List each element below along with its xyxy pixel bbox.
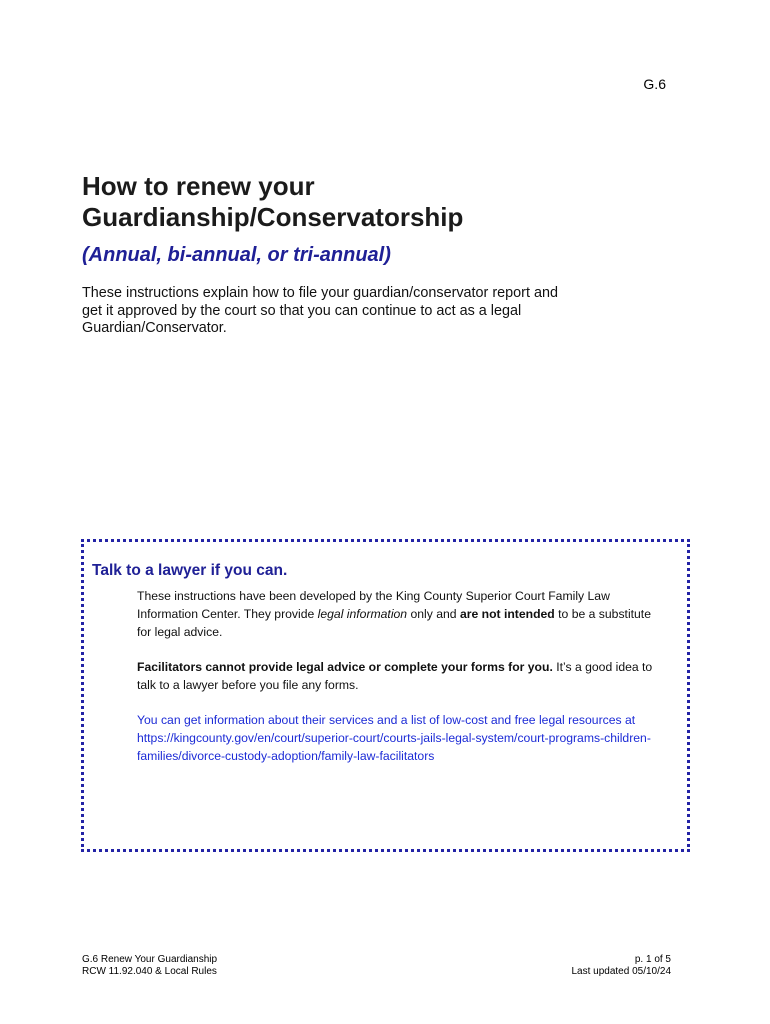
page-title-line-2: Guardianship/Conservatorship bbox=[82, 202, 464, 232]
legal-information-emphasis: legal information bbox=[317, 607, 408, 621]
form-code: G.6 bbox=[643, 76, 666, 92]
page-subtitle: (Annual, bi-annual, or tri-annual) bbox=[82, 244, 391, 266]
facilitators-link[interactable]: https://kingcounty.gov/en/court/superior-court/courts-jails-legal-system/court-programs-children-families/divorce-custody-adoption/family-law-facilitators bbox=[137, 731, 651, 763]
footer-rcw-reference: RCW 11.92.040 & Local Rules bbox=[82, 966, 217, 977]
resources-text: You can get information about their services and a list of low-cost and free legal resources at bbox=[137, 713, 636, 727]
disclaimer-text-mid: only and bbox=[407, 607, 460, 621]
lawyer-box-body bbox=[137, 587, 667, 782]
talk-to-lawyer-box bbox=[81, 539, 690, 852]
page-title bbox=[82, 171, 463, 233]
facilitators-advice: It’s a good idea to talk to a lawyer before you file any forms. bbox=[137, 660, 653, 692]
page-title-line-1: How to renew your bbox=[82, 171, 315, 201]
intro-paragraph: These instructions explain how to file your guardian/conservator report and get it approved by the court so that you can continue to act as a legal Guardian/Conservator. bbox=[82, 285, 558, 336]
footer-form-name: G.6 Renew Your Guardianship bbox=[82, 954, 218, 965]
lawyer-box-heading: Talk to a lawyer if you can. bbox=[92, 562, 288, 579]
footer-left bbox=[82, 954, 217, 978]
disclaimer-text-start: These instructions have been developed by the King County Superior Court Family Law Information Center. They provide bbox=[137, 589, 610, 621]
disclaimer-text-end: to be a substitute for legal advice. bbox=[137, 607, 651, 639]
not-intended-emphasis: are not intended bbox=[459, 607, 555, 621]
last-updated: Last updated 05/10/24 bbox=[571, 966, 671, 977]
disclaimer-paragraph bbox=[137, 587, 667, 641]
facilitators-paragraph bbox=[137, 658, 667, 694]
page-number: p. 1 of 5 bbox=[634, 954, 671, 965]
resources-paragraph bbox=[137, 711, 667, 765]
footer-right bbox=[520, 954, 671, 978]
facilitators-warning: Facilitators cannot provide legal advice or complete your forms for you. bbox=[137, 660, 553, 674]
